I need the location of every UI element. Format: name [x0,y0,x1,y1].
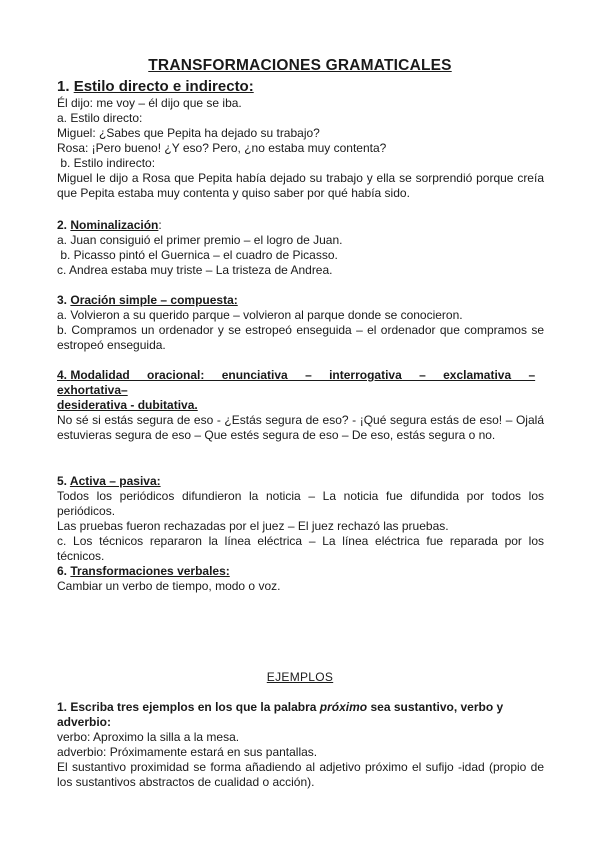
page-title: TRANSFORMACIONES GRAMATICALES [148,57,452,74]
section-title: Oración simple – compuesta: [70,293,238,307]
section-number: 1. [57,78,70,95]
text-line: Cambiar un verbo de tiempo, modo o voz. [57,579,281,593]
section-title: Nominalización [70,218,159,232]
section-number: 4. [57,368,68,382]
text-line: verbo: Aproximo la silla a la mesa. [57,730,240,744]
section-number: 6. [57,564,68,578]
section-ejemplos [57,700,544,790]
paragraph: b. Compramos un ordenador y se estropeó enseguida – el ordenador que compramos se estropeó enseguida. [57,323,544,352]
section-heading [57,218,544,233]
text-line: b. Picasso pintó el Guernica – el cuadro de Picasso. [57,248,338,262]
section-heading [57,293,544,308]
question-text-end: sea sustantivo, verbo y adverbio: [57,700,504,729]
section-title-cont: desiderativa - dubitativa. [57,398,198,412]
text-line: a. Juan consiguió el primer premio – el logro de Juan. [57,233,343,247]
question-number: 1. [57,700,68,714]
text-line: Miguel: ¿Sabes que Pepita ha dejado su trabajo? [57,126,320,140]
question [57,700,544,730]
section-title: Modalidad oracional: enunciativa – interrogativa – exclamativa – exhortativa– [57,368,536,397]
section-number: 2. [57,218,68,232]
section-heading-cont [57,398,544,413]
text-line: a. Estilo directo: [57,111,143,125]
section-modalidad [57,368,544,443]
heading-colon: : [158,218,162,232]
section-transformaciones-verbales [57,564,544,594]
text-line: Él dijo: me voy – él dijo que se iba. [57,96,242,110]
text-line: adverbio: Próximamente estará en sus pantallas. [57,745,318,759]
section-nominalizacion [57,218,544,278]
section-number: 3. [57,293,68,307]
paragraph: El sustantivo proximidad se forma añadiendo al adjetivo próximo el sufijo -idad (propio de los sustantivos abstractos de cualidad o acción). [57,760,544,789]
section-title: Transformaciones verbales: [70,564,230,578]
section-activa-pasiva [57,474,544,564]
paragraph: c. Los técnicos repararon la línea eléctrica – La línea eléctrica fue reparada por los técnicos. [57,534,544,563]
question-text: Escriba tres ejemplos en los que la palabra [70,700,320,714]
section-title: Activa – pasiva: [69,474,161,488]
examples-title: EJEMPLOS [266,670,334,684]
section-estilo [57,78,544,201]
question-keyword: próximo [319,700,368,714]
section-title: Estilo directo e indirecto: [73,78,254,95]
section-heading [57,564,544,579]
paragraph: Todos los periódicos difundieron la noticia – La noticia fue difundida por todos los periódicos. [57,489,544,518]
text-line: Rosa: ¡Pero bueno! ¿Y eso? Pero, ¿no estaba muy contenta? [57,141,387,155]
text-line: a. Volvieron a su querido parque – volvieron al parque donde se conocieron. [57,308,463,322]
text-line: c. Andrea estaba muy triste – La tristeza de Andrea. [57,263,333,277]
paragraph: Miguel le dijo a Rosa que Pepita había dejado su trabajo y ella se sorprendió porque creía que Pepita estaba muy contenta y quiso saber por qué había sido. [57,171,544,200]
section-heading [57,368,544,398]
text-line: Las pruebas fueron rechazadas por el juez – El juez rechazó las pruebas. [57,519,449,533]
text-line: b. Estilo indirecto: [57,156,156,170]
section-oracion [57,293,544,353]
section-number: 5. [57,474,68,488]
section-heading [57,78,544,96]
section-heading [57,474,544,489]
paragraph: No sé si estás segura de eso - ¿Estás segura de eso? - ¡Qué segura estás de eso! – Ojalá estuvieras segura de eso – Que estés segura de eso – De eso, estás segura o no. [57,413,544,442]
